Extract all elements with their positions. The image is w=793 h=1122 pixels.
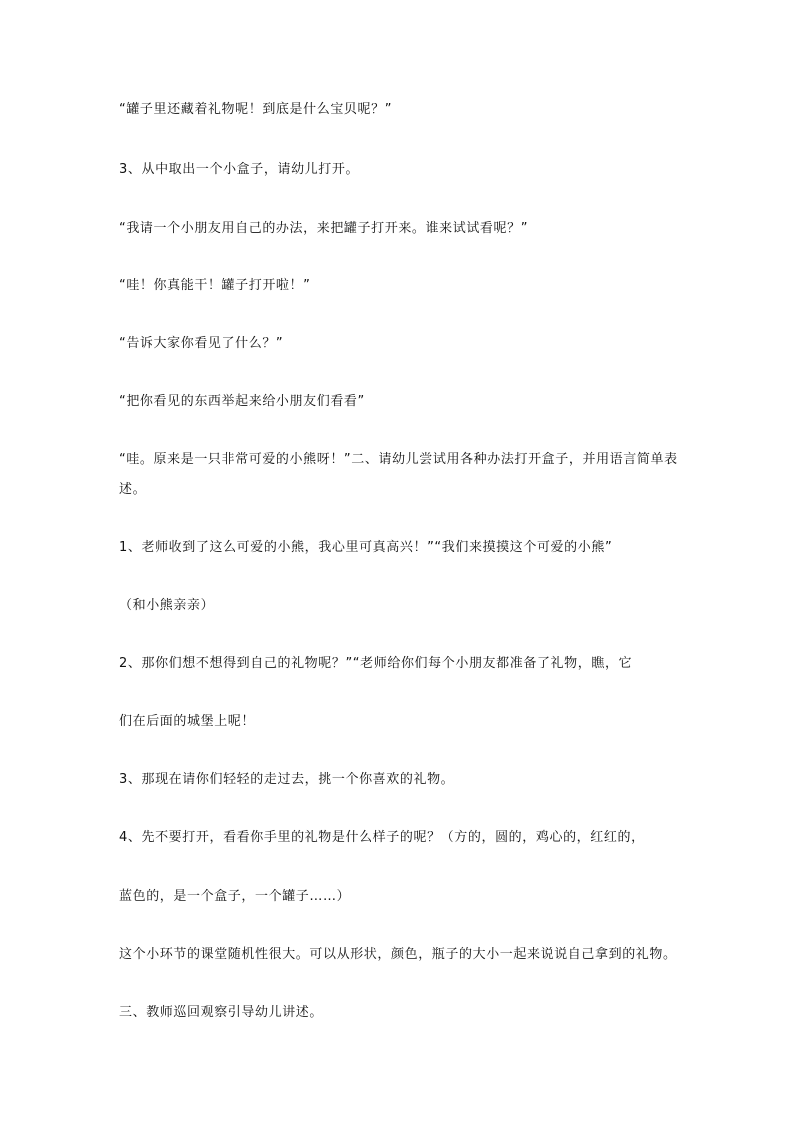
paragraph-1: “罐子里还藏着礼物呢！到底是什么宝贝呢？” — [119, 102, 393, 117]
paragraph-5: “告诉大家你看见了什么？” — [119, 336, 284, 351]
paragraph-15: 这个小环节的课堂随机性很大。可以从形状，颜色，瓶子的大小一起来说说自己拿到的礼物。 — [119, 947, 677, 962]
paragraph-10: 2、那你们想不想得到自己的礼物呢？”“老师给你们每个小朋友都准备了礼物，瞧，它 — [119, 656, 633, 671]
paragraph-14: 蓝色的，是一个盒子，一个罐子……） — [119, 889, 351, 904]
paragraph-7: “哇。原来是一只非常可爱的小熊呀！”二、请幼儿尝试用各种办法打开盒子，并用语言简单表述。 — [119, 452, 678, 497]
paragraph-3: “我请一个小朋友用自己的办法，来把罐子打开来。谁来试试看呢？” — [119, 221, 529, 236]
paragraph-16: 三、教师巡回观察引导幼儿讲述。 — [119, 1005, 324, 1020]
paragraph-8: 1、老师收到了这么可爱的小熊，我心里可真高兴！”“我们来摸摸这个可爱的小熊” — [119, 540, 613, 555]
paragraph-2: 3、从中取出一个小盒子，请幼儿打开。 — [119, 162, 360, 177]
paragraph-9: （和小熊亲亲） — [119, 598, 215, 613]
paragraph-4: “哇！你真能干！罐子打开啦！” — [119, 278, 311, 293]
paragraph-6: “把你看见的东西举起来给小朋友们看看” — [119, 394, 365, 409]
paragraph-11: 们在后面的城堡上呢！ — [119, 714, 256, 729]
paragraph-13: 4、先不要打开，看看你手里的礼物是什么样子的呢？（方的，圆的，鸡心的，红红的， — [119, 830, 645, 845]
paragraph-12: 3、那现在请你们轻轻的走过去，挑一个你喜欢的礼物。 — [119, 772, 455, 787]
